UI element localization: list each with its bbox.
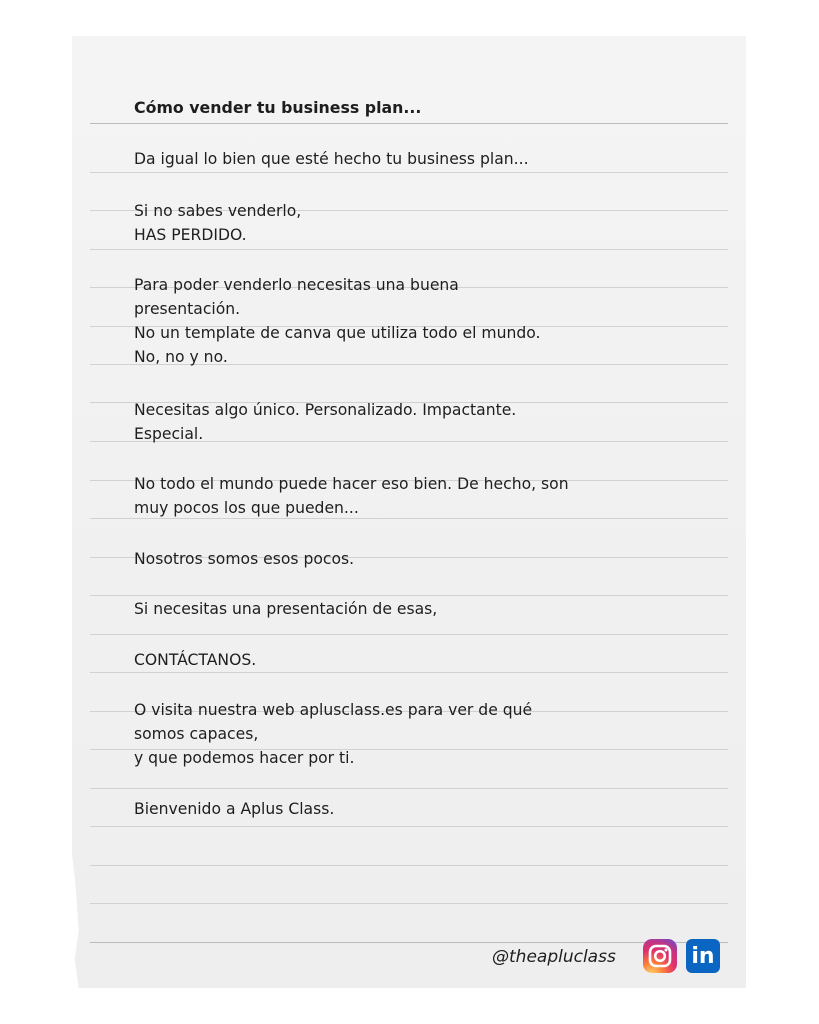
text-line: muy pocos los que pueden...: [134, 499, 359, 517]
ruled-line: [90, 123, 728, 124]
text-line: O visita nuestra web aplusclass.es para ver de qué: [134, 701, 533, 719]
linkedin-icon[interactable]: in: [686, 939, 720, 973]
text-line: Si no sabes venderlo,: [134, 202, 302, 220]
text-line: somos capaces,: [134, 725, 259, 743]
text-line: No, no y no.: [134, 348, 228, 366]
instagram-icon[interactable]: [643, 939, 677, 973]
text-line: Nosotros somos esos pocos.: [134, 550, 355, 568]
note-title: Cómo vender tu business plan...: [134, 98, 422, 117]
ruled-line: [90, 672, 728, 673]
text-line: CONTÁCTANOS.: [134, 651, 257, 669]
social-handle[interactable]: @theapluclass: [492, 947, 616, 967]
ruled-line: [90, 172, 728, 173]
text-line: Da igual lo bien que esté hecho tu business plan...: [134, 150, 529, 168]
text-line: HAS PERDIDO.: [134, 226, 247, 244]
text-line: y que podemos hacer por ti.: [134, 749, 355, 767]
ruled-line: [90, 942, 728, 943]
ruled-line: [90, 249, 728, 250]
text-line: Necesitas algo único. Personalizado. Impactante.: [134, 401, 517, 419]
ruled-line: [90, 634, 728, 635]
text-line: Especial.: [134, 425, 204, 443]
text-line: No todo el mundo puede hacer eso bien. De hecho, son: [134, 475, 569, 493]
ruled-line: [90, 518, 728, 519]
text-line: Para poder venderlo necesitas una buena: [134, 276, 459, 294]
ruled-line: [90, 865, 728, 866]
ruled-line: [90, 826, 728, 827]
text-line: No un template de canva que utiliza todo el mundo.: [134, 324, 541, 342]
text-line: presentación.: [134, 300, 241, 318]
ruled-line: [90, 595, 728, 596]
text-line: Si necesitas una presentación de esas,: [134, 600, 438, 618]
text-line: Bienvenido a Aplus Class.: [134, 800, 335, 818]
ruled-line: [90, 788, 728, 789]
ruled-line: [90, 903, 728, 904]
